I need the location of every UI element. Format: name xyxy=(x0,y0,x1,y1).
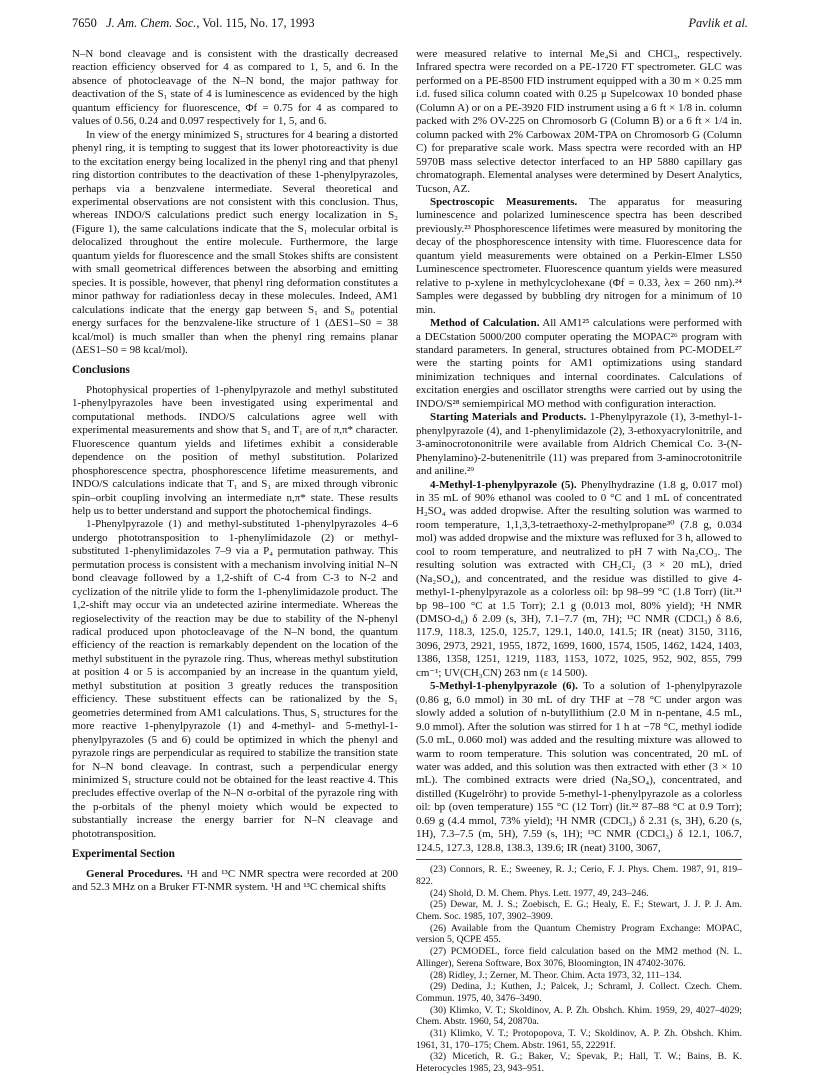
paragraph-text: 1-Phenylpyrazole (1), 3-methyl-1-phenylpyrazole (4), and 1-phenylimidazole (2), 3-ethoxyacrylonitrile, and 3-aminocrotononitrile were available from Aldrich Chemical Co. 3-(N-Phenylamino)-2-butenenitrile (11) was prepared from 3-aminocrotonitrile and aniline.²⁹ xyxy=(416,411,743,478)
reference-item: (31) Klimko, V. T.; Protopopova, T. V.; Skoldinov, A. P. Zh. Obshch. Khim. 1961, 31, 170–175; Chem. Abstr. 1961, 55, 22291f. xyxy=(416,1028,742,1051)
experimental-heading: Experimental Section xyxy=(72,848,175,861)
paragraph xyxy=(416,479,742,681)
right-column xyxy=(416,48,742,1075)
page-number: 7650 xyxy=(72,16,97,30)
running-head xyxy=(72,14,748,32)
volume-issue-year: Vol. 115, No. 17, 1993 xyxy=(202,16,315,30)
run-in-heading: General Procedures. xyxy=(86,867,183,880)
paragraph-text: The apparatus for measuring luminescence and polarized luminescence spectra has been described previously.²³ Phosphorescence lifetimes were measured by monitoring the decay of the phosphorescence intensity with time. Fluorescence data for quantum yield measurements were obtained on a Perkin-Elmer LS50 Luminescence spectrometer. Fluorescence quantum yields were measured relative to p-xylene in methylcyclohexane (Φf = 0.33, λex = 260 nm).²⁴ Samples were degassed by bubbling dry nitrogen for a minimum of 10 min. xyxy=(416,195,742,316)
reference-item: (32) Micetich, R. G.; Baker, V.; Spevak, P.; Hall, T. W.; Bains, B. K. Heterocycles 1985, 23, 943–951. xyxy=(416,1051,742,1075)
run-in-heading: Method of Calculation. xyxy=(430,317,540,330)
footnote-rule xyxy=(416,859,742,860)
reference-item: (29) Dedina, J.; Kuthen, J.; Palcek, J.; Schraml, J. Collect. Czech. Chem. Commun. 1975, 40, 3476–3490. xyxy=(416,981,742,1004)
reference-item: (30) Klimko, V. T.; Skoldinov, A. P. Zh. Obshch. Khim. 1959, 29, 4027–4029; Chem. Abstr. 1960, 54, 20870a. xyxy=(416,1004,742,1028)
reference-item: (24) Shold, D. M. Chem. Phys. Lett. 1977, 49, 243–246. xyxy=(430,887,649,899)
paragraph: In view of the energy minimized S₁ structures for 4 bearing a distorted phenyl ring, it is tempting to suggest that its lower photoreactivity is due to the excitation energy being localized in the phenyl ring and that phenyl ring distortion contributes to the deactivation of these 1-phenylpyrazoles, perhaps via a benzvalene intermediate. Several theoretical and experimental observations are not consistent with this conclusion. Thus, whereas INDO/S calculations predict such energy localization in S₂ (Figure 1), the same calculations indicate that the S₁ molecular orbital is delocalized throughout the entire molecule. Furthermore, the large quantum yields for fluorescence and the small Stokes shifts are consistent with small geometrical differences between the absorbing and emitting species. It is possible, however, that phenyl ring deformation constitutes a minor pathway for radiationless decay in these molecules. Indeed, AM1 calculations indicate that the energy gap between S₁ and S₀ potential energy surfaces for the benzvalene-like structure of 1 (ΔES1–S0 = 38 kcal/mol) is much smaller than when the phenyl ring remains planar (ΔES1–S0 = 98 kcal/mol). xyxy=(72,128,398,356)
run-in-heading: Starting Materials and Products. xyxy=(430,411,587,424)
header-left xyxy=(72,14,315,32)
paragraph-text: To a solution of 1-phenylpyrazole (0.86 g, 6.0 mmol) in 30 mL of dry THF at −78 °C under argon was slowly added a solution of n-butyllithium (2.0 M in n-pentane, 4.5 mL, 9.0 mmol). After the solution was stirred for 1 h at −78 °C, methyl iodide (5.0 mL, 0.060 mol) was added and the resulting mixture was allowed to warm to room temperature. This solution was concentrated, 20 mL of water was added, and this solution was then extracted with ether (3 × 10 mL). The combined extracts were dried (Na₂SO₄), concentrated, and distilled (Kugelröhr) to provide 5-methyl-1-phenylpyrazole as a colorless oil: bp (oven temperature) 155 °C (12 Torr) (lit.³² 87–88 °C at 0.9 Torr); 0.69 g (4.4 mmol, 73% yield); ¹H NMR (CDCl₃) δ 2.31 (s, 3H), 6.20 (s, 1H), 7.3–7.5 (m, 5H), 7.59 (s, 1H); ¹³C NMR (CDCl₃) δ 12.1, 106.7, 124.5, 127.3, 128.8, 138.3, 139.6; IR (neat) 3100, 3067, xyxy=(416,680,742,854)
running-authors: Pavlik et al. xyxy=(688,16,748,30)
paragraph: Photophysical properties of 1-phenylpyrazole and methyl substituted 1-phenylpyrazoles have been investigated using experimental and computational methods. INDO/S calculations agree well with experimental measurements and show that S₁ and T₁ are of π,π* character. Fluorescence quantum yields and lifetimes exhibit a considerable dependence on the position of methyl substitution. Polarized phosphorescence spectra, phosphorescence lifetime measurements, and INDO/S calculations indicate that T₁ and S₁ are mixed through vibronic spin–orbit coupling involving an intermediate n,π* state. These results help us to better understand and support the photochemical findings. xyxy=(72,383,398,517)
reference-item: (25) Dewar, M. J. S.; Zoebisch, E. G.; Healy, E. F.; Stewart, J. J. P. J. Am. Chem. Soc. 1985, 107, 3902–3909. xyxy=(416,899,742,922)
reference-list xyxy=(416,864,742,1075)
paragraph xyxy=(416,196,742,317)
paragraph: were measured relative to internal Me₄Si and CHCl₃, respectively. Infrared spectra were recorded on a PE-1720 FT spectrometer. GLC was performed on a PE-8500 FID instrument equipped with a 30 m × 0.25 mm i.d. fused silica column coated with 0.25 μ Supelcowax 10 bonded phase (Column A) or on a PE-3920 FID instrument using a 6 ft × 1/8 in. column packed with 2% OV-225 on Chromosorb G (Column B) or a 6 ft × 1/4 in. column packed with 2% Carbowax 20M-TPA on Chromosorb G (Column C) for preparative scale work. Mass spectra were recorded with an HP 5970B mass selective detector interfaced to an HP 5880 capillary gas chromatograph. Elemental analyses were determined by Desert Analytics, Tucson, AZ. xyxy=(416,48,742,195)
paragraph-text: Phenylhydrazine (1.8 g, 0.017 mol) in 35 mL of 90% ethanol was cooled to 0 °C and 1 mL of concentrated H₂SO₄ was added dropwise. After the resulting solution was warmed to room temperature, 1,1,3,3-tetraethoxy-2-methylpropane³⁰ (7.8 g, 0.034 mol) was added dropwise and the mixture was refluxed for 3 h, allowed to cool to room temperature, and neutralized to pH 7 with Na₂CO₃. The resulting solution was extracted with CH₂Cl₂ (3 × 20 mL), dried (Na₂SO₄), and concentrated, and the residue was distilled to give 4-methyl-1-phenylpyrazole as a colorless oil: bp 98–99 °C (1.8 Torr) (lit.³¹ bp 98–100 °C at 1.5 Torr); 2.1 g (0.013 mol, 80% yield); ¹H NMR (DMSO-d₆) δ 2.09 (s, 3H), 7.1–7.7 (m, 7H); ¹³C NMR (CDCl₃) δ 8.6, 117.9, 118.3, 125.0, 125.7, 129.1, 140.0, 141.5; IR (neat) 3150, 3116, 3096, 2973, 2921, 1955, 1872, 1699, 1600, 1574, 1505, 1462, 1424, 1403, 1386, 1358, 1251, 1219, 1183, 1153, 1072, 1025, 952, 902, 855, 799 cm⁻¹; UV(CH₃CN) 263 nm (ε 14 500). xyxy=(416,478,742,679)
conclusions-heading: Conclusions xyxy=(72,364,130,377)
paragraph xyxy=(416,411,742,478)
paragraph xyxy=(72,868,398,895)
paragraph: 1-Phenylpyrazole (1) and methyl-substituted 1-phenylpyrazoles 4–6 undergo phototransposition to 1-phenylimidazole (2) or methyl-substituted 1-phenylimidazoles 7–9 via a P₄ permutation pathway. This permutation process is consistent with a mechanism involving initial N–N bond cleavage followed by a 1,2-shift of C-4 from C-3 to N-2 and cyclization of the nitrile ylide to form the 1-phenylimidazole product. The 1,2-shift may occur via an undetected azirine intermediate. Whereas the regioselectivity of the reaction may be due to stability of the N-phenyl radical produced upon photocleavage of the N–N bond, the quantum efficiency of the reaction is remarkably dependent on the location of the methyl substituent in the pyrazole ring. Thus, whereas methyl substitution at position 4 or 5 is accompanied by an increase in the quantum yield, methyl substitution at position 3 greatly reduces the transposition efficiency. These substituent effects can be rationalized by the S₁ geometries determined from AM1 calculations. Thus, S₁ structures for the more reactive 1-phenylpyrazole (1) and 4-methyl- and 5-methyl-1-phenylpyrazoles (5 and 6) could be optimized in which the phenyl and pyrazole rings are perpendicular as required to stabilize the transition state for N–N bond cleavage. In contrast, such a perpendicular energy minimized S₁ structure could not be obtained for the least reactive 4. This precludes effective overlap of the N–N σ-orbital of the pyrazole ring with the p-orbitals of the phenyl moiety which would be expected to substantially increase the energy barrier for N–N cleavage and phototransposition. xyxy=(72,518,398,840)
left-column xyxy=(72,48,398,895)
reference-item: (23) Connors, R. E.; Sweeney, R. J.; Cerio, F. J. Phys. Chem. 1987, 91, 819–822. xyxy=(416,864,742,887)
paragraph xyxy=(416,680,742,855)
journal-name: J. Am. Chem. Soc., xyxy=(106,16,200,30)
reference-item: (28) Ridley, J.; Zerner, M. Theor. Chim. Acta 1973, 32, 111–134. xyxy=(430,969,682,981)
run-in-heading: 5-Methyl-1-phenylpyrazole (6). xyxy=(430,680,578,693)
reference-item: (27) PCMODEL, force field calculation based on the MM2 method (N. L. Allinger), Serena Software, Box 3076, Bloomington, IN 47402-3076. xyxy=(416,946,742,969)
run-in-heading: 4-Methyl-1-phenylpyrazole (5). xyxy=(430,478,577,491)
reference-item: (26) Available from the Quantum Chemistry Program Exchange: MOPAC, version 5, QCPE 455. xyxy=(416,922,742,946)
run-in-heading: Spectroscopic Measurements. xyxy=(430,195,578,208)
paragraph xyxy=(416,317,742,411)
paragraph-text: All AM1²⁵ calculations were performed with a DECstation 5000/200 computer operating the MOPAC²⁶ program with standard parameters. In general, structures obtained from PC-MODEL²⁷ were the starting points for AM1 optimizations using standard minimization techniques and internal coordinates. Calculations of excitation energies and oscillator strengths were carried out by using the INDO/S²⁸ semiempirical MO method with configuration interaction. xyxy=(416,317,743,410)
paragraph: N–N bond cleavage and is consistent with the drastically decreased reaction efficiency observed for 4 as compared to 1, 5, and 6. In the absence of photocleavage of the N–N bond, the major pathway for deactivation of the S₁ state of 4 is luminescence as evidenced by the high quantum efficiency for fluorescence, Φf = 0.75 for 4 as compared to values of 0.56, 0.24 and 0.097 respectively for 1, 5, and 6. xyxy=(72,48,398,128)
paragraph-text: ¹H and ¹³C NMR spectra were recorded at 200 and 52.3 MHz on a Bruker FT-NMR system. ¹H and ¹³C chemical shifts xyxy=(72,867,398,894)
